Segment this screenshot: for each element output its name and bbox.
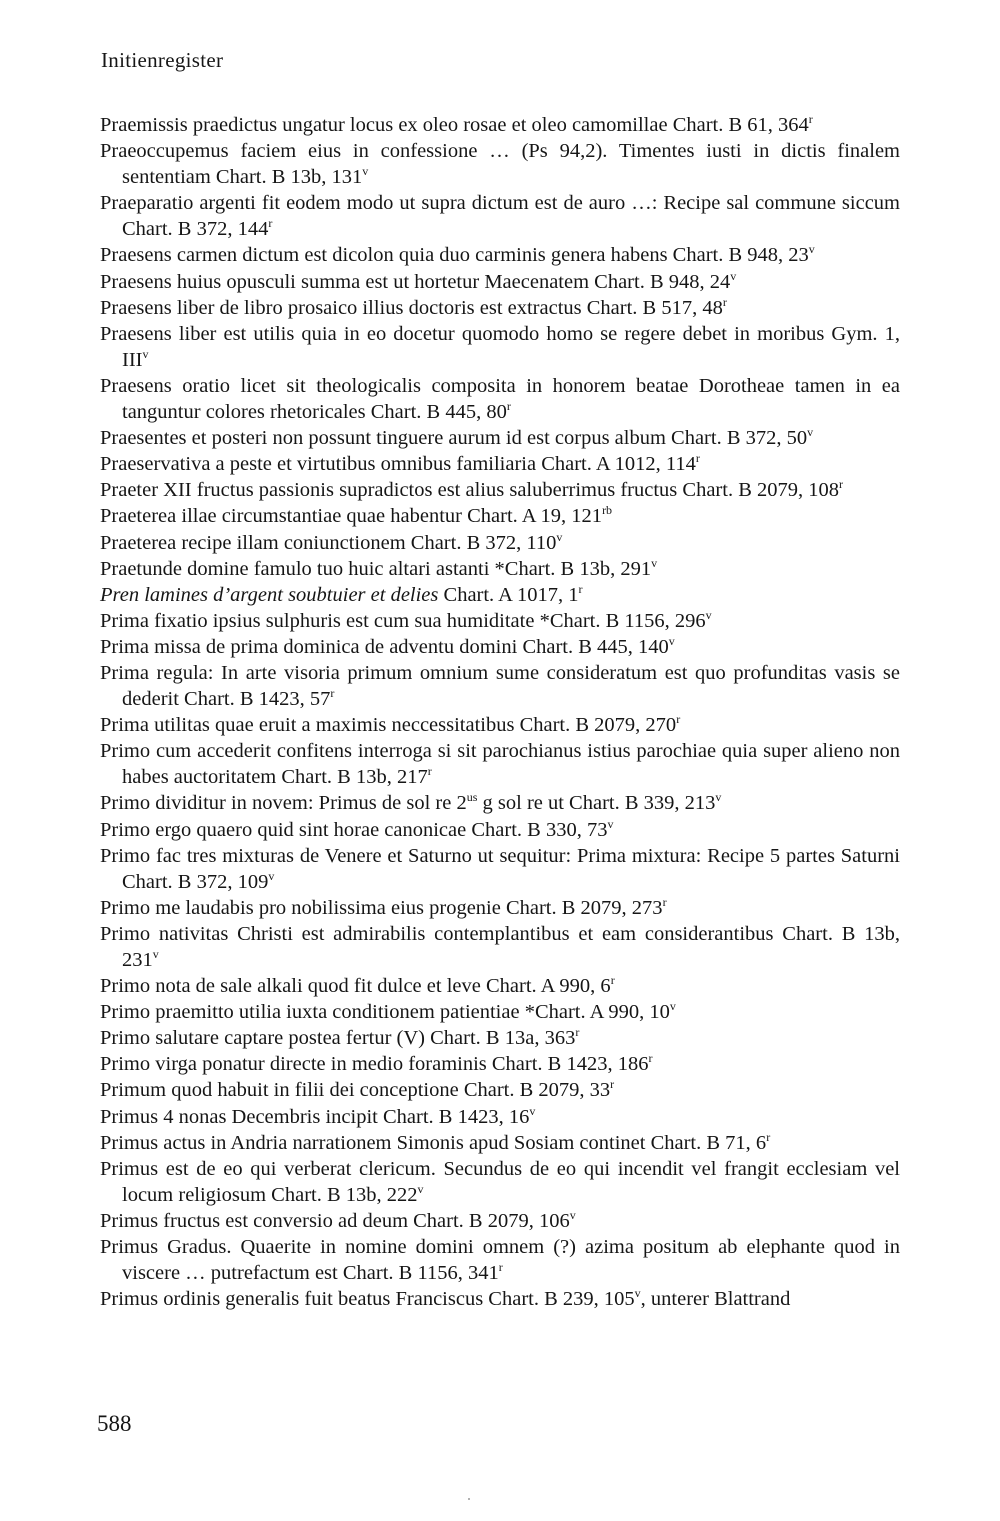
register-entry bbox=[100, 1234, 900, 1286]
entry-text: Prima fixatio ipsius sulphuris est cum sua humiditate *Chart. B 1156, 296 bbox=[100, 609, 706, 632]
entry-text: Praesens liber de libro prosaico illius doctoris est extractus Chart. B 517, 48 bbox=[100, 296, 723, 319]
register-entry bbox=[100, 1156, 900, 1208]
entry-text: Praeterea recipe illam coniunctionem Chart. B 372, 110 bbox=[100, 531, 557, 554]
register-entry bbox=[100, 242, 900, 268]
folio-side-superscript: v bbox=[529, 1103, 536, 1118]
register-entry bbox=[100, 1208, 900, 1234]
folio-side-superscript: r bbox=[808, 112, 813, 127]
register-entry bbox=[100, 817, 900, 843]
register-entry bbox=[100, 921, 900, 973]
entry-text: Primus 4 nonas Decembris incipit Chart. B 1423, 16 bbox=[100, 1105, 530, 1128]
register-entry bbox=[100, 1077, 900, 1103]
entry-text: Primus est de eo qui verberat clericum. Secundus de eo qui incendit vel frangit ecclesiam vel locum religiosum Chart. B 13b, 222 bbox=[100, 1157, 900, 1206]
register-entry bbox=[100, 477, 900, 503]
register-entry bbox=[100, 895, 900, 921]
folio-side-superscript: r bbox=[839, 477, 844, 492]
entry-text: g sol re ut Chart. B 339, 213 bbox=[477, 792, 716, 815]
folio-side-superscript: v bbox=[152, 947, 159, 962]
folio-side-superscript: v bbox=[417, 1182, 424, 1197]
folio-side-superscript: r bbox=[722, 294, 727, 309]
folio-side-superscript: r bbox=[575, 1025, 580, 1040]
register-entry bbox=[100, 530, 900, 556]
entry-text: Primus actus in Andria narrationem Simonis apud Sosiam continet Chart. B 71, 6 bbox=[100, 1131, 767, 1154]
entry-text: Praeterea illae circumstantiae quae habentur Chart. A 19, 121 bbox=[100, 505, 603, 528]
folio-side-superscript: v bbox=[808, 242, 815, 257]
print-speck bbox=[468, 1498, 470, 1500]
entry-text: Primus ordinis generalis fuit beatus Franciscus Chart. B 239, 105 bbox=[100, 1288, 635, 1311]
register-entry bbox=[100, 190, 900, 242]
entry-text: Primo fac tres mixturas de Venere et Saturno ut sequitur: Prima mixtura: Recipe 5 partes Saturni Chart. B 372, 109 bbox=[100, 844, 900, 893]
register-entry bbox=[100, 269, 900, 295]
folio-side-superscript: us bbox=[466, 790, 478, 805]
folio-side-superscript: v bbox=[668, 634, 675, 649]
folio-side-superscript: r bbox=[610, 1077, 615, 1092]
folio-side-superscript: r bbox=[662, 894, 667, 909]
register-entry bbox=[100, 373, 900, 425]
entry-text: Primum quod habuit in filii dei conceptione Chart. B 2079, 33 bbox=[100, 1079, 611, 1102]
register-entry bbox=[100, 1025, 900, 1051]
entry-text: Praemissis praedictus ungatur locus ex oleo rosae et oleo camomillae Chart. B 61, 364 bbox=[100, 114, 809, 136]
entry-text: Primus fructus est conversio ad deum Chart. B 2079, 106 bbox=[100, 1209, 570, 1232]
folio-side-superscript: r bbox=[268, 216, 273, 231]
entry-text: Primo nota de sale alkali quod fit dulce et leve Chart. A 990, 6 bbox=[100, 975, 611, 998]
folio-side-superscript: v bbox=[607, 816, 614, 831]
folio-side-superscript: r bbox=[695, 451, 700, 466]
folio-side-superscript: r bbox=[766, 1129, 771, 1144]
register-entry bbox=[100, 556, 900, 582]
register-entry bbox=[100, 1286, 900, 1312]
folio-side-superscript: rb bbox=[602, 503, 613, 518]
entry-text: Primo ergo quaero quid sint horae canonicae Chart. B 330, 73 bbox=[100, 818, 608, 841]
entry-text: Primo virga ponatur directe in medio foraminis Chart. B 1423, 186 bbox=[100, 1053, 649, 1076]
register-entry bbox=[100, 738, 900, 790]
entry-text: Praeparatio argenti fit eodem modo ut supra dictum est de auro …: Recipe sal commune siccum Chart. B 372, 144 bbox=[100, 192, 900, 241]
register-entry bbox=[100, 451, 900, 477]
running-title: Initienregister bbox=[101, 48, 224, 72]
entry-text: Primus Gradus. Quaerite in nomine domini omnem (?) azima positum ab elephante quod in viscere … putrefactum est Chart. B 1156, 341 bbox=[100, 1236, 900, 1285]
folio-side-superscript: r bbox=[427, 764, 432, 779]
register-entry bbox=[100, 973, 900, 999]
page-number: 588 bbox=[97, 1411, 132, 1436]
register-entry bbox=[100, 608, 900, 634]
register-entry bbox=[100, 112, 900, 138]
folio-side-superscript: v bbox=[807, 425, 814, 440]
entry-text: Primo salutare captare postea fertur (V) Chart. B 13a, 363 bbox=[100, 1027, 576, 1050]
entry-text: Praetunde domine famulo tuo huic altari astanti *Chart. B 13b, 291 bbox=[100, 557, 652, 580]
register-entry bbox=[100, 843, 900, 895]
entry-text: Primo dividitur in novem: Primus de sol re 2 bbox=[100, 792, 467, 815]
folio-side-superscript: r bbox=[648, 1051, 653, 1066]
folio-side-superscript: r bbox=[610, 973, 615, 988]
entry-text: Praesens liber est utilis quia in eo docetur quomodo homo se regere debet in moribus Gym. 1, III bbox=[100, 322, 900, 371]
folio-side-superscript: v bbox=[730, 268, 737, 283]
folio-side-superscript: v bbox=[569, 1208, 576, 1223]
folio-side-superscript: v bbox=[556, 529, 563, 544]
entry-text: Praesens carmen dictum est dicolon quia duo carminis genera habens Chart. B 948, 23 bbox=[100, 244, 809, 267]
register-entry bbox=[100, 1104, 900, 1130]
register-entry bbox=[100, 503, 900, 529]
entry-text-italic: Pren lamines d’argent soubtuier et delies bbox=[100, 583, 439, 606]
entry-text: Prima regula: In arte visoria primum omnium sume consideratum est quo profunditas vasis se dederit Chart. B 1423, 57 bbox=[100, 661, 900, 711]
entry-text: Primo me laudabis pro nobilissima eius progenie Chart. B 2079, 273 bbox=[100, 896, 663, 919]
folio-side-superscript: v bbox=[362, 164, 369, 179]
folio-side-superscript: r bbox=[578, 581, 583, 596]
entry-text: Prima missa de prima dominica de adventu domini Chart. B 445, 140 bbox=[100, 635, 669, 658]
folio-side-superscript: v bbox=[268, 868, 275, 883]
register-entry bbox=[100, 634, 900, 660]
folio-side-superscript: r bbox=[506, 399, 511, 414]
register-entry bbox=[100, 295, 900, 321]
entry-text: Prima utilitas quae eruit a maximis neccessitatibus Chart. B 2079, 270 bbox=[100, 714, 677, 737]
register-entry bbox=[100, 321, 900, 373]
register-entry bbox=[100, 712, 900, 738]
entry-text: Praesens huius opusculi summa est ut hortetur Maecenatem Chart. B 948, 24 bbox=[100, 270, 731, 293]
register-entry bbox=[100, 660, 900, 712]
register-entry bbox=[100, 790, 900, 816]
entry-text: Praeter XII fructus passionis supradictos est alius saluberrimus fructus Chart. B 2079, 108 bbox=[100, 479, 840, 502]
entry-text: Chart. A 1017, 1 bbox=[438, 583, 579, 606]
entry-text: Praeservativa a peste et virtutibus omnibus familiaria Chart. A 1012, 114 bbox=[100, 453, 696, 476]
entry-text: Primo cum accederit confitens interroga si sit parochianus istius parochiae quia super alieno non habes auctoritatem Chart. B 13b, 217 bbox=[100, 740, 900, 789]
register-entry bbox=[100, 1130, 900, 1156]
folio-side-superscript: v bbox=[634, 1286, 641, 1301]
folio-side-superscript: v bbox=[715, 790, 722, 805]
folio-side-superscript: r bbox=[498, 1260, 503, 1275]
entry-text: Praeoccupemus faciem eius in confessione … (Ps 94,2). Timentes iusti in dictis finalem sententiam Chart. B 13b, 131 bbox=[100, 140, 900, 189]
folio-side-superscript: v bbox=[669, 999, 676, 1014]
register-list bbox=[100, 112, 900, 1312]
register-entry bbox=[100, 582, 900, 608]
entry-text: Primo praemitto utilia iuxta conditionem patientiae *Chart. A 990, 10 bbox=[100, 1001, 670, 1024]
folio-side-superscript: v bbox=[142, 347, 149, 362]
register-entry bbox=[100, 425, 900, 451]
folio-side-superscript: v bbox=[651, 555, 658, 570]
folio-side-superscript: r bbox=[330, 686, 335, 701]
register-entry bbox=[100, 999, 900, 1025]
folio-side-superscript: r bbox=[676, 712, 681, 727]
entry-text: Praesentes et posteri non possunt tinguere aurum id est corpus album Chart. B 372, 50 bbox=[100, 427, 808, 450]
entry-text: Praesens oratio licet sit theologicalis composita in honorem beatae Dorotheae tamen in ea tanguntur colores rhetoricales Chart. B 445, 80 bbox=[100, 374, 900, 424]
entry-text: Primo nativitas Christi est admirabilis contemplantibus et eam considerantibus Chart. B 13b, 231 bbox=[100, 922, 900, 971]
register-entry bbox=[100, 1051, 900, 1077]
entry-text: , unterer Blattrand bbox=[640, 1288, 791, 1311]
register-entry bbox=[100, 138, 900, 190]
folio-side-superscript: v bbox=[705, 607, 712, 622]
